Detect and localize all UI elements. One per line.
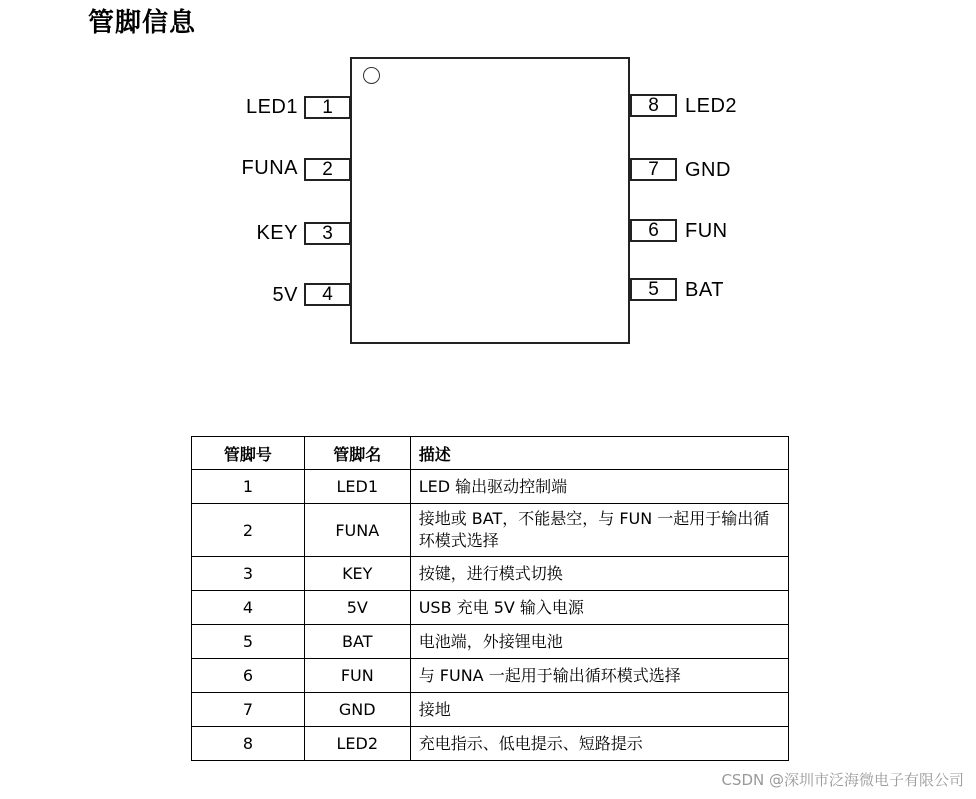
- pin-label-led1: LED1: [245, 96, 298, 118]
- table-row: [192, 591, 789, 625]
- cell-pin-number: 1: [192, 470, 305, 504]
- header-pin-name: 管脚名: [304, 437, 410, 470]
- pin-label-funa: FUNA: [241, 157, 298, 179]
- header-pin-number: 管脚号: [192, 437, 305, 470]
- table-row: [192, 557, 789, 591]
- table-row: [192, 659, 789, 693]
- cell-description: 接地或 BAT，不能悬空，与 FUN 一起用于输出循环模式选择: [410, 504, 788, 557]
- pin1-marker: [363, 67, 380, 84]
- pin-label-bat: BAT: [685, 279, 724, 301]
- pin-3: 3: [304, 222, 351, 245]
- pin-1: 1: [304, 96, 351, 119]
- cell-pin-number: 3: [192, 557, 305, 591]
- cell-pin-name: KEY: [304, 557, 410, 591]
- table-row: [192, 727, 789, 761]
- pin-7: 7: [630, 158, 677, 181]
- cell-description: 按键，进行模式切换: [410, 557, 788, 591]
- pin-label-key: KEY: [256, 222, 298, 244]
- pin-label-gnd: GND: [685, 159, 731, 181]
- cell-pin-name: BAT: [304, 625, 410, 659]
- table-header-row: [192, 437, 789, 470]
- cell-description: 充电指示、低电提示、短路提示: [410, 727, 788, 761]
- pin-description-table: [191, 436, 789, 761]
- pin-label-5v: 5V: [272, 284, 298, 306]
- table-row: [192, 470, 789, 504]
- pin-2: 2: [304, 158, 351, 181]
- pin-label-fun: FUN: [685, 220, 728, 242]
- watermark: CSDN @深圳市泛海微电子有限公司: [721, 771, 964, 789]
- pin-label-led2: LED2: [685, 95, 738, 117]
- ic-package-body: [350, 57, 630, 344]
- cell-pin-number: 8: [192, 727, 305, 761]
- cell-pin-number: 2: [192, 504, 305, 557]
- cell-pin-name: FUNA: [304, 504, 410, 557]
- cell-description: LED 输出驱动控制端: [410, 470, 788, 504]
- cell-description: USB 充电 5V 输入电源: [410, 591, 788, 625]
- header-description: 描述: [410, 437, 788, 470]
- cell-pin-name: FUN: [304, 659, 410, 693]
- cell-pin-number: 6: [192, 659, 305, 693]
- cell-pin-number: 4: [192, 591, 305, 625]
- pin-4: 4: [304, 283, 351, 306]
- pin-6: 6: [630, 219, 677, 242]
- table-row: [192, 693, 789, 727]
- pin-5: 5: [630, 278, 677, 301]
- cell-pin-number: 5: [192, 625, 305, 659]
- cell-pin-name: 5V: [304, 591, 410, 625]
- cell-description: 电池端，外接锂电池: [410, 625, 788, 659]
- pin-8: 8: [630, 94, 677, 117]
- page-title: 管脚信息: [88, 8, 197, 38]
- cell-pin-name: GND: [304, 693, 410, 727]
- cell-description: 与 FUNA 一起用于输出循环模式选择: [410, 659, 788, 693]
- cell-description: 接地: [410, 693, 788, 727]
- cell-pin-name: LED2: [304, 727, 410, 761]
- cell-pin-number: 7: [192, 693, 305, 727]
- cell-pin-name: LED1: [304, 470, 410, 504]
- table-row: [192, 504, 789, 557]
- table-row: [192, 625, 789, 659]
